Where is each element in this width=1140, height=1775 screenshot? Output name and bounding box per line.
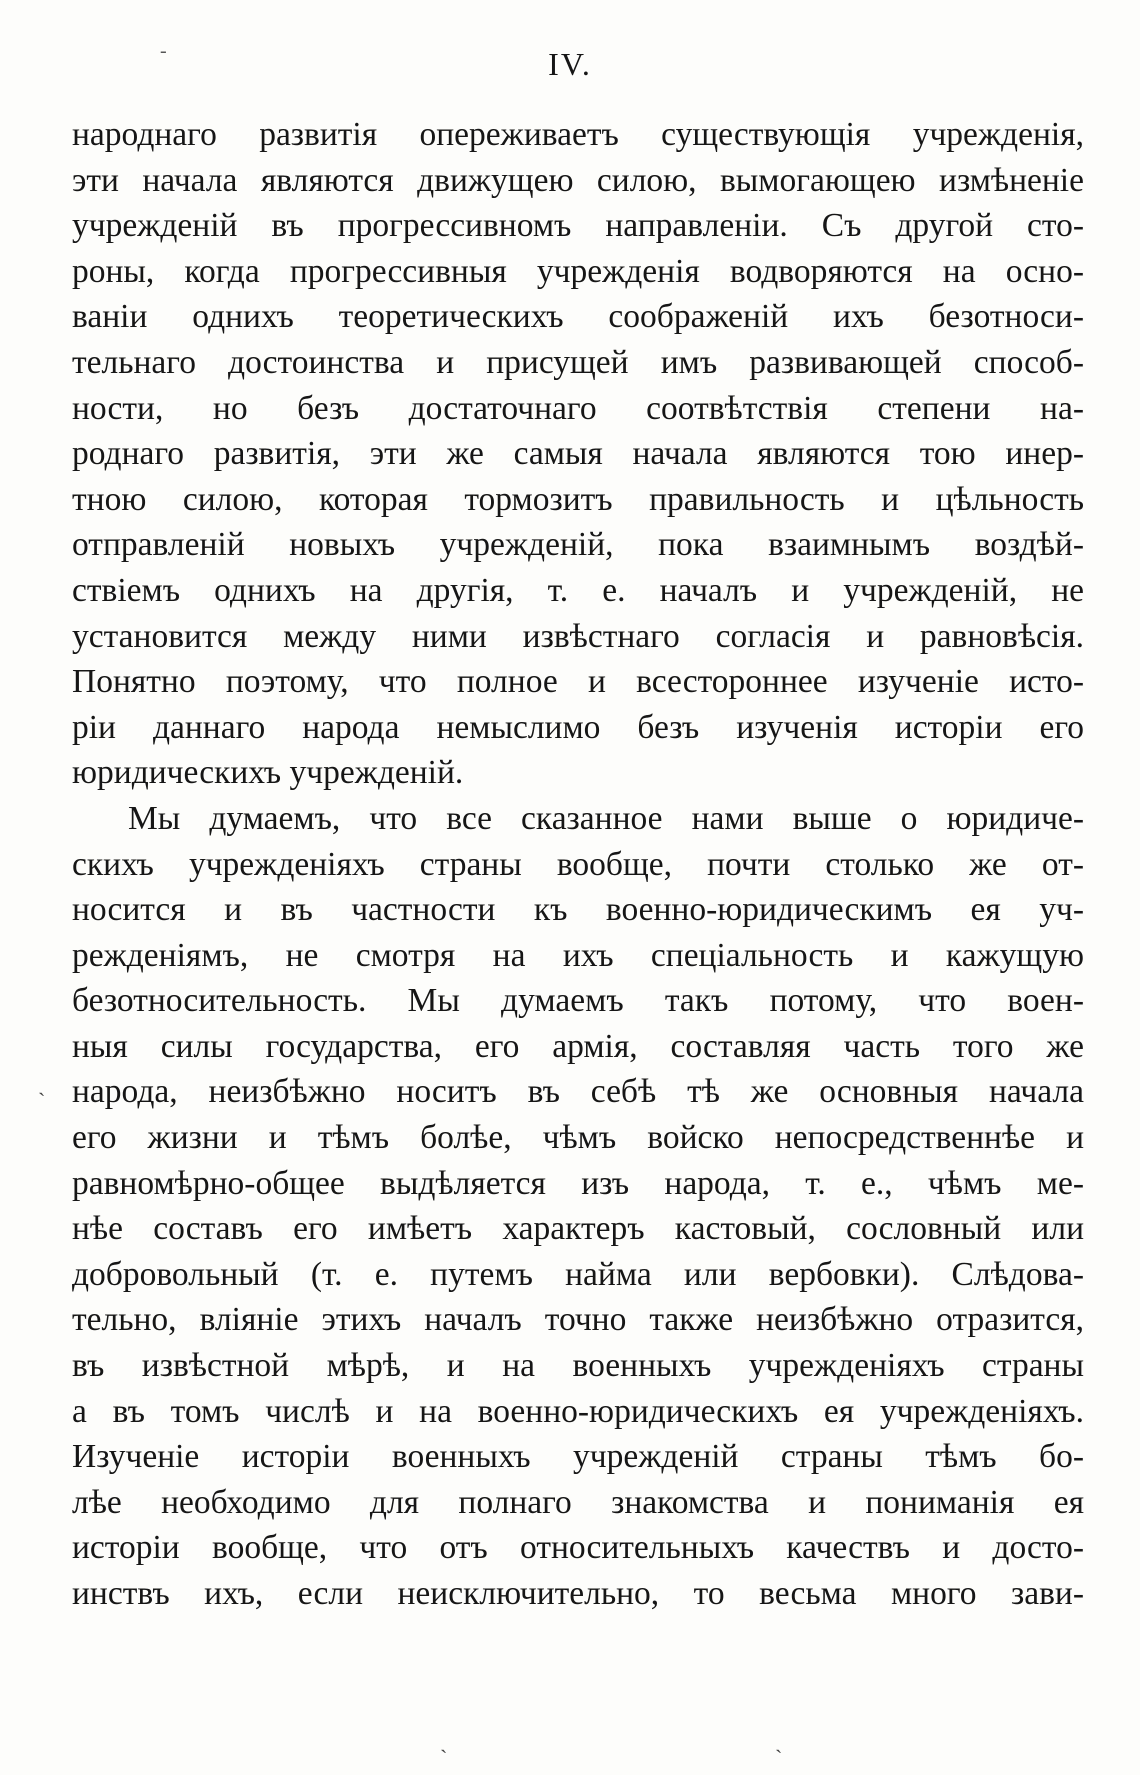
text-line: народа, неизбѣжно носитъ въ себѣ тѣ же основныя начала (72, 1073, 1084, 1111)
print-speck: ˋ (775, 1745, 783, 1770)
text-line: тною силою, которая тормозитъ правильность и цѣльность (72, 480, 1084, 518)
text-line: нѣе составъ его имѣетъ характеръ кастовый, сословный или (72, 1210, 1084, 1248)
page-mark: - (160, 40, 167, 62)
text-line: тельнаго достоинства и присущей имъ развивающей способ- (72, 343, 1084, 381)
text-line: а въ томъ числѣ и на военно-юридическихъ ея учрежденіяхъ. (72, 1392, 1084, 1430)
page-number: IV. (548, 46, 592, 82)
text-line: роны, когда прогрессивныя учрежденія водворяются на осно- (72, 252, 1084, 290)
paragraph-end-line: юридическихъ учрежденій. (72, 754, 464, 792)
text-line: ваніи однихъ теоретическихъ соображеній ихъ безотноси- (72, 298, 1084, 336)
text-line: ріи даннаго народа немыслимо безъ изученія исторіи его (72, 708, 1084, 746)
text-line: эти начала являются движущею силою, вымогающею измѣненіе (72, 161, 1084, 199)
text-line: народнаго развитія опереживаетъ существующія учрежденія, (72, 116, 1084, 153)
text-line: лѣе необходимо для полнаго знакомства и пониманія ея (72, 1483, 1084, 1521)
text-line: безотносительность. Мы думаемъ такъ потому, что воен- (72, 982, 1084, 1020)
text-line: его жизни и тѣмъ болѣе, чѣмъ войско непосредственнѣе и (72, 1119, 1084, 1157)
text-line: равномѣрно-общее выдѣляется изъ народа, т. е., чѣмъ ме- (72, 1164, 1084, 1202)
text-line: добровольный (т. е. путемъ найма или вербовки). Слѣдова- (72, 1255, 1084, 1293)
print-speck: ˋ (38, 1088, 46, 1113)
text-line: учрежденій въ прогрессивномъ направленіи. Съ другой сто- (72, 207, 1084, 245)
text-line: ствіемъ однихъ на другія, т. е. началъ и учрежденій, не (72, 571, 1084, 609)
text-line: установится между ними извѣстнаго согласія и равновѣсія. (72, 617, 1084, 655)
text-line: въ извѣстной мѣрѣ, и на военныхъ учрежденіяхъ страны (72, 1347, 1084, 1385)
text-line: Изученіе исторіи военныхъ учрежденій страны тѣмъ бо- (72, 1438, 1084, 1476)
text-line: режденіямъ, не смотря на ихъ спеціальность и кажущую (72, 936, 1084, 974)
text-line: скихъ учрежденіяхъ страны вообще, почти столько же от- (72, 845, 1084, 883)
text-line: инствъ ихъ, если неисключительно, то весьма много зави- (72, 1575, 1084, 1612)
text-line: Понятно поэтому, что полное и всестороннее изученіе исто- (72, 663, 1084, 701)
text-line: роднаго развитія, эти же самыя начала являются тою инер- (72, 435, 1084, 473)
text-line: носится и въ частности къ военно-юридическимъ ея уч- (72, 891, 1084, 929)
text-line: отправленій новыхъ учрежденій, пока взаимнымъ воздѣй- (72, 526, 1084, 564)
body-text (72, 112, 1084, 1617)
text-line: тельно, вліяніе этихъ началъ точно также неизбѣжно отразится, (72, 1301, 1084, 1339)
text-line: исторіи вообще, что отъ относительныхъ качествъ и досто- (72, 1529, 1084, 1567)
print-speck: ˋ (440, 1745, 448, 1770)
paragraph-start-line: Мы думаемъ, что все сказанное нами выше о юридиче- (128, 799, 1084, 837)
text-line: ности, но безъ достаточнаго соотвѣтствія степени на- (72, 389, 1084, 427)
text-line: ныя силы государства, его армія, составляя часть того же (72, 1027, 1084, 1065)
